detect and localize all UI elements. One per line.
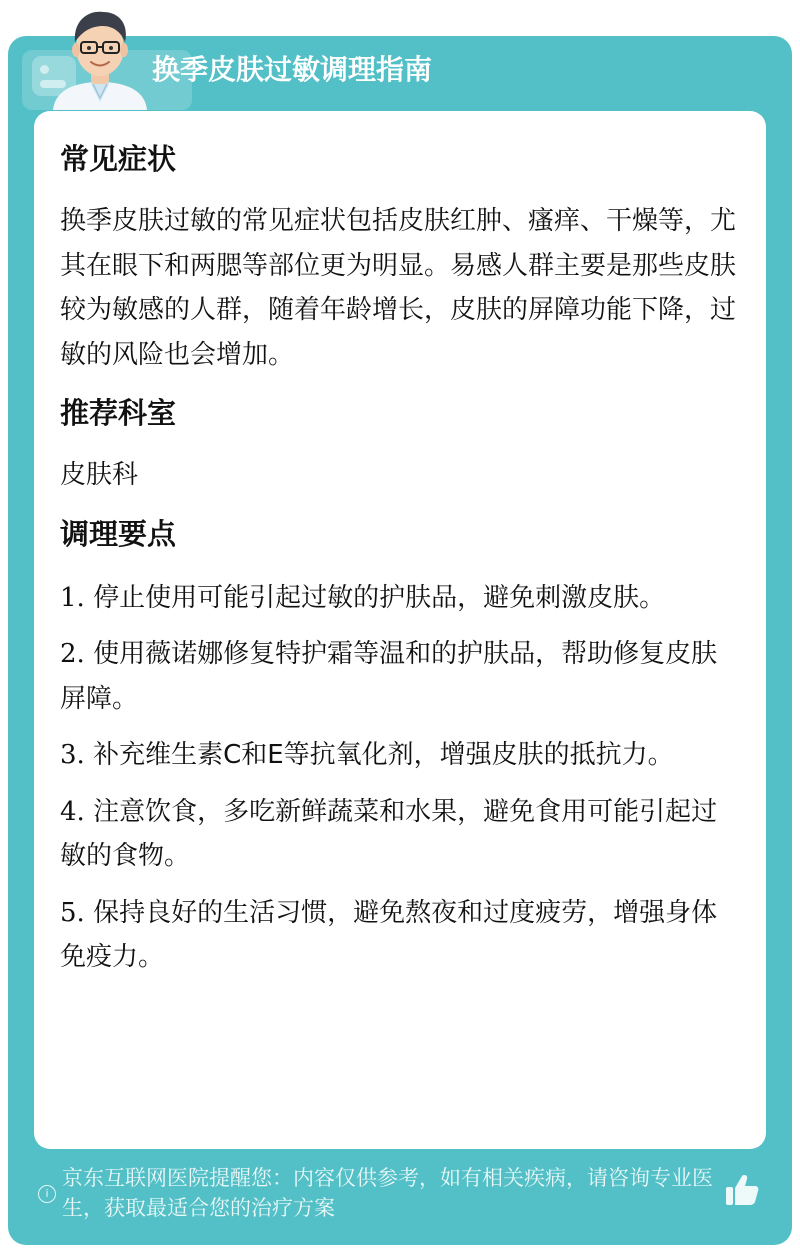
list-item: [60, 733, 740, 778]
list-item: [60, 632, 740, 721]
list-item-text: 注意饮食，多吃新鲜蔬菜和水果，避免食用可能引起过敏的食物。: [60, 796, 718, 871]
list-item-number: 2.: [60, 639, 85, 669]
section-title-symptoms: 常见症状: [60, 142, 177, 176]
list-item-number: 5.: [60, 897, 85, 928]
thumbs-up-icon[interactable]: [724, 1172, 760, 1208]
list-item: [60, 576, 740, 621]
content-card: [34, 111, 766, 1149]
list-item: [60, 891, 740, 980]
list-item-number: 1.: [60, 582, 85, 613]
section-title-department: 推荐科室: [60, 396, 177, 430]
section-title-care: 调理要点: [60, 516, 177, 551]
list-item: [60, 790, 740, 879]
doctor-avatar-icon: [45, 2, 155, 110]
info-icon: i: [38, 1185, 56, 1203]
care-list: [60, 576, 740, 980]
list-item-text: 使用薇诺娜修复特护霜等温和的护肤品，帮助修复皮肤屏障。: [60, 639, 718, 714]
disclaimer-text: 京东互联网医院提醒您：内容仅供参考，如有相关疾病，请咨询专业医生，获取最适合您的治疗方案: [62, 1166, 713, 1220]
page-title: 换季皮肤过敏调理指南: [152, 53, 433, 86]
list-item-text: 保持良好的生活习惯，避免熬夜和过度疲劳，增强身体免疫力。: [60, 897, 718, 972]
list-item-text: 停止使用可能引起过敏的护肤品，避免刺激皮肤。: [93, 582, 666, 613]
content-body: [60, 135, 740, 992]
list-item-number: 4.: [60, 796, 85, 827]
list-item-number: 3.: [60, 740, 85, 770]
symptoms-text: 换季皮肤过敏的常见症状包括皮肤红肿、瘙痒、干燥等，尤其在眼下和两腮等部位更为明显。易感人群主要是那些皮肤较为敏感的人群，随着年龄增长，皮肤的屏障功能下降，过敏的风险也会增加。: [60, 206, 737, 370]
department-text: 皮肤科: [60, 460, 139, 490]
list-item-text: 补充维生素C和E等抗氧化剂，增强皮肤的抵抗力。: [93, 740, 674, 770]
